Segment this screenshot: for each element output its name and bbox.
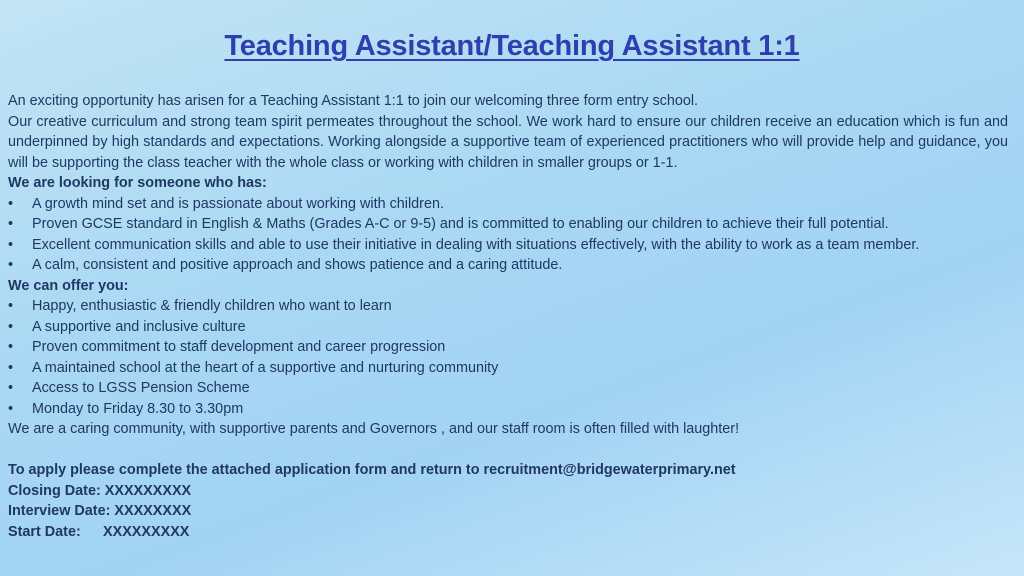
- list-item: • Proven commitment to staff development and career progression: [8, 337, 1008, 358]
- start-date-label: Start Date:: [8, 523, 81, 540]
- bullet-icon: •: [8, 380, 14, 396]
- bullet-icon: •: [8, 339, 14, 355]
- interview-date-label: Interview Date:: [8, 503, 111, 519]
- list-item: • A maintained school at the heart of a supportive and nurturing community: [8, 358, 1008, 379]
- looking-for-list: [8, 194, 1008, 276]
- list-item: • A growth mind set and is passionate about working with children.: [8, 194, 1008, 215]
- advert-body: [8, 91, 1008, 542]
- closing-date: [8, 481, 1008, 502]
- bullet-icon: •: [8, 400, 14, 417]
- interview-date-value: XXXXXXXX: [114, 503, 192, 519]
- list-item: • Happy, enthusiastic & friendly children who want to learn: [8, 296, 1008, 317]
- looking-for-heading: We are looking for someone who has:: [8, 175, 267, 191]
- bullet-icon: •: [8, 195, 14, 212]
- bullet-icon: •: [8, 216, 14, 232]
- community-line: We are a caring community, with supportive parents and Governors , and our staff room is often filled with laughter!: [8, 421, 740, 437]
- list-item: • Proven GCSE standard in English & Maths (Grades A-C or 9-5) and is committed to enabling our children to achieve their full potential.: [8, 214, 1008, 235]
- bullet-icon: •: [8, 236, 14, 253]
- start-date-value: XXXXXXXXX: [103, 523, 190, 540]
- intro-line: An exciting opportunity has arisen for a Teaching Assistant 1:1 to join our welcoming three form entry school.: [8, 93, 699, 109]
- offer-heading: We can offer you:: [8, 277, 129, 294]
- list-item: • Access to LGSS Pension Scheme: [8, 378, 1008, 399]
- list-item: • Monday to Friday 8.30 to 3.30pm: [8, 399, 1008, 420]
- offer-list: [8, 296, 1008, 419]
- list-item: • Excellent communication skills and able to use their initiative in dealing with situations effectively, with the ability to work as a team member.: [8, 235, 1008, 256]
- interview-date: [8, 501, 1008, 522]
- bullet-icon: •: [8, 359, 14, 376]
- list-item: • A calm, consistent and positive approach and shows patience and a caring attitude.: [8, 255, 1008, 276]
- bullet-icon: •: [8, 298, 14, 314]
- closing-date-label: Closing Date:: [8, 482, 101, 499]
- page-title: Teaching Assistant/Teaching Assistant 1:1: [224, 30, 800, 62]
- closing-date-value: XXXXXXXXX: [104, 482, 192, 499]
- list-item: • A supportive and inclusive culture: [8, 317, 1008, 338]
- spacer: [8, 440, 1008, 461]
- apply-line: To apply please complete the attached application form and return to recruitment@bridgewaterprimary.net: [8, 462, 736, 478]
- bullet-icon: •: [8, 318, 14, 335]
- start-date: [8, 522, 1008, 543]
- intro-paragraph: Our creative curriculum and strong team spirit permeates throughout the school. We work hard to ensure our children receive an education which is fun and underpinned by high standards and expectations. Working alongside a supportive team of experienced practitioners who will provide help and guidance, you will be supporting the class teacher with the whole class or working with children in smaller groups or 1-1.: [8, 113, 1008, 171]
- bullet-icon: •: [8, 257, 14, 273]
